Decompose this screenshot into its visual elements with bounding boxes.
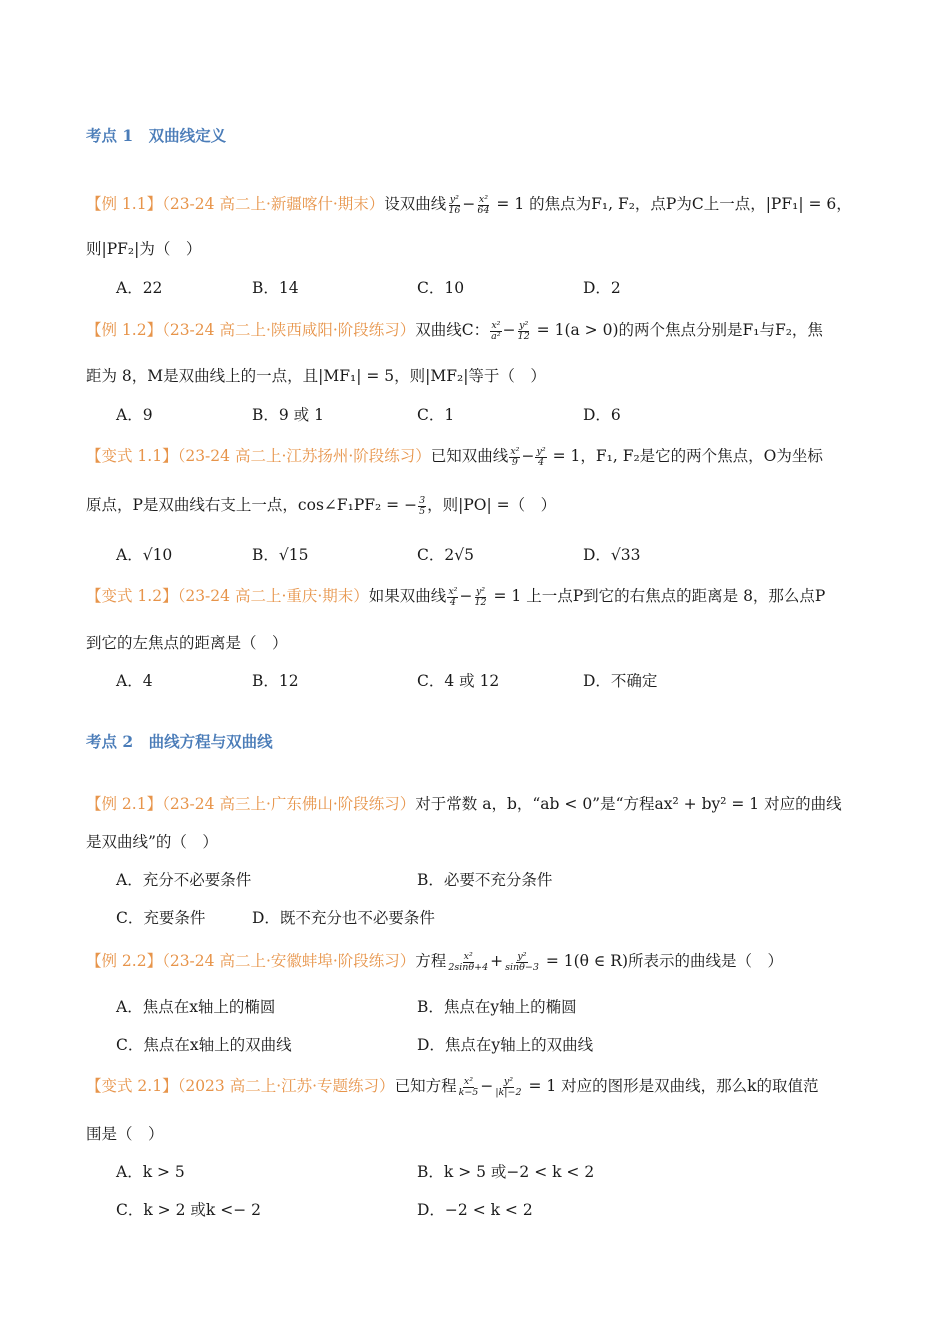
question-7-option-a[interactable]: A．k > 5 [116, 1163, 185, 1181]
question-1-option-c[interactable]: C．10 [417, 279, 465, 297]
question-4-option-b[interactable]: B．12 [252, 672, 299, 690]
question-2-option-c[interactable]: C．1 [417, 406, 455, 424]
fraction: $\frac{3}{5}$ [419, 494, 426, 517]
question-1-line-1: 【例 1.1】（23-24 高二上·新疆喀什·期末）设双曲线 $\frac{\text{y²}}{16}$ − $\frac{\text{x²}}{64}$ = 1 的焦点为F₁, F₂，点P为C上一点，|PF₁| = 6， [86, 193, 852, 216]
question-4-line-1: 【变式 1.2】（23-24 高二上·重庆·期末）如果双曲线 $\frac{\text{x²}}{4}$ − $\frac{\text{y²}}{12}$ = 1 上一点P到它的右焦点的距离是 8，那么点P [86, 585, 826, 608]
question-2-tag: 【例 1.2】（23-24 高二上·陕西咸阳·阶段练习） [86, 321, 416, 339]
fraction: $\frac{\text{y²}}{4}$ [536, 445, 546, 468]
question-3-option-c[interactable]: C．2√5 [417, 546, 474, 564]
question-4-option-a[interactable]: A．4 [116, 672, 153, 690]
question-6-tag: 【例 2.2】（23-24 高二上·安徽蚌埠·阶段练习） [86, 952, 416, 970]
question-6-option-b[interactable]: B．焦点在y轴上的椭圆 [417, 998, 577, 1016]
fraction: $\frac{\text{x²}}{4}$ [448, 585, 458, 608]
question-6-option-c[interactable]: C．焦点在x轴上的双曲线 [116, 1036, 292, 1054]
fraction: $\frac{\text{y²}}{\sin\theta-3}$ [505, 950, 539, 973]
fraction: $\frac{\text{x²}}{64}$ [477, 193, 490, 216]
fraction: $\frac{\text{y²}}{12}$ [474, 585, 487, 608]
question-6-option-d[interactable]: D．焦点在y轴上的双曲线 [417, 1036, 594, 1054]
section-heading-2: 考点 2 曲线方程与双曲线 [86, 732, 273, 751]
question-5-option-a[interactable]: A．充分不必要条件 [116, 871, 252, 889]
question-4-line-2: 到它的左焦点的距离是（ ） [86, 634, 288, 652]
question-2-option-b[interactable]: B．9 或 1 [252, 406, 324, 424]
question-2-line-1: 【例 1.2】（23-24 高二上·陕西咸阳·阶段练习）双曲线C： $\frac{\text{x²}}{\text{a²}}$ − $\frac{\text{y²}}{12}$ = 1(a > 0)的两个焦点分别是F₁与F₂，焦 [86, 319, 823, 342]
fraction: $\frac{\text{x²}}{2\sin\theta+4}$ [448, 950, 489, 973]
fraction: $\frac{\text{x²}}{k-5}$ [458, 1075, 479, 1098]
question-3-line-1: 【变式 1.1】（23-24 高二上·江苏扬州·阶段练习）已知双曲线 $\frac{\text{x²}}{9}$ − $\frac{\text{y²}}{4}$ = 1，F₁, F₂是它的两个焦点，O为坐标 [86, 445, 823, 468]
question-7-tag: 【变式 2.1】（2023 高二上·江苏·专题练习） [86, 1077, 395, 1095]
question-5-option-d[interactable]: D．既不充分也不必要条件 [252, 909, 435, 927]
question-7-option-c[interactable]: C．k > 2 或k <− 2 [116, 1201, 261, 1219]
fraction: $\frac{\text{y²}}{|k|-2}$ [495, 1075, 522, 1098]
question-1-tag: 【例 1.1】（23-24 高二上·新疆喀什·期末） [86, 195, 385, 213]
question-5-line-1: 【例 2.1】（23-24 高三上·广东佛山·阶段练习）对于常数 a，b，“ab < 0”是“方程ax² + by² = 1 对应的曲线 [86, 795, 842, 813]
question-3-tag: 【变式 1.1】（23-24 高二上·江苏扬州·阶段练习） [86, 447, 431, 465]
question-3-option-a[interactable]: A．√10 [116, 546, 173, 564]
question-1-option-d[interactable]: D．2 [583, 279, 621, 297]
fraction: $\frac{\text{y²}}{12}$ [517, 319, 530, 342]
question-1-option-b[interactable]: B．14 [252, 279, 299, 297]
question-2-line-2: 距为 8，M是双曲线上的一点，且|MF₁| = 5，则|MF₂|等于（ ） [86, 367, 546, 385]
question-5-option-b[interactable]: B．必要不充分条件 [417, 871, 553, 889]
fraction: $\frac{\text{x²}}{\text{a²}}$ [491, 319, 501, 342]
question-7-line-1: 【变式 2.1】（2023 高二上·江苏·专题练习）已知方程 $\frac{\text{x²}}{k-5}$ − $\frac{\text{y²}}{|k|-2}$ = 1 对应的图形是双曲线，那么k的取值范 [86, 1075, 819, 1098]
question-3-option-d[interactable]: D．√33 [583, 546, 641, 564]
question-4-option-d[interactable]: D．不确定 [583, 672, 658, 690]
question-5-line-2: 是双曲线”的（ ） [86, 833, 218, 851]
question-5-option-c[interactable]: C．充要条件 [116, 909, 206, 927]
question-7-option-b[interactable]: B．k > 5 或−2 < k < 2 [417, 1163, 595, 1181]
section-heading-1: 考点 1 双曲线定义 [86, 126, 227, 145]
question-6-option-a[interactable]: A．焦点在x轴上的椭圆 [116, 998, 276, 1016]
question-1-option-a[interactable]: A．22 [116, 279, 163, 297]
question-6-line-1: 【例 2.2】（23-24 高二上·安徽蚌埠·阶段练习）方程 $\frac{\text{x²}}{2\sin\theta+4}$ + $\frac{\text{y²}}{\sin\theta-3}$ = 1(θ ∈ R)所表示的曲线是（ ） [86, 950, 784, 973]
fraction: $\frac{\text{x²}}{9}$ [510, 445, 520, 468]
question-4-option-c[interactable]: C．4 或 12 [417, 672, 500, 690]
question-3-option-b[interactable]: B．√15 [252, 546, 309, 564]
fraction: $\frac{\text{y²}}{16}$ [448, 193, 461, 216]
question-3-line-2: 原点，P是双曲线右支上一点，cos∠F₁PF₂ = − $\frac{3}{5}$ ，则|PO| =（ ） [86, 494, 557, 517]
question-2-option-d[interactable]: D．6 [583, 406, 621, 424]
question-4-tag: 【变式 1.2】（23-24 高二上·重庆·期末） [86, 587, 369, 605]
question-1-line-2: 则|PF₂|为（ ） [86, 240, 202, 258]
question-5-tag: 【例 2.1】（23-24 高三上·广东佛山·阶段练习） [86, 795, 416, 813]
question-7-option-d[interactable]: D．−2 < k < 2 [417, 1201, 533, 1219]
question-7-line-2: 围是（ ） [86, 1125, 164, 1143]
question-2-option-a[interactable]: A．9 [116, 406, 153, 424]
